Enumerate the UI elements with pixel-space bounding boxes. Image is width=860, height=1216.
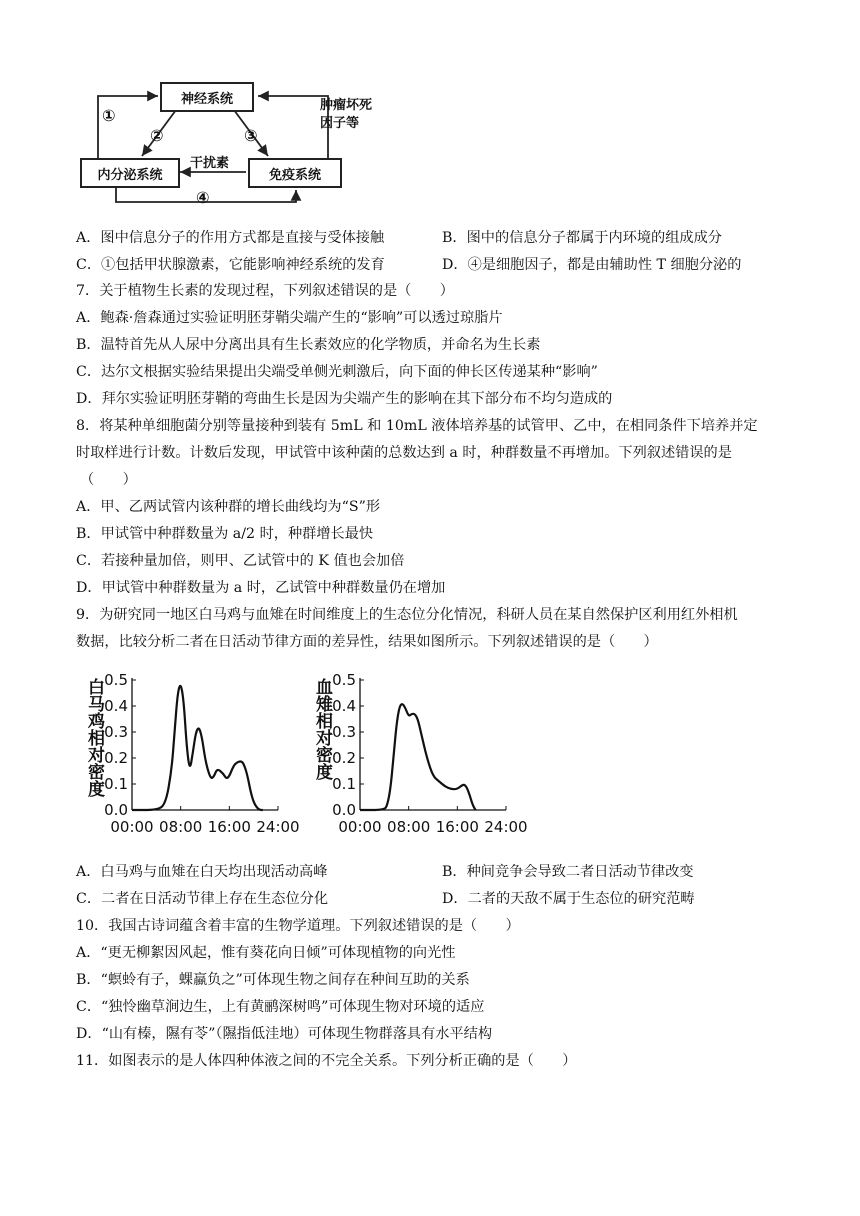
q6-option-a: A．图中信息分子的作用方式都是直接与受体接触 xyxy=(76,230,385,246)
y-tick-label: 0.4 xyxy=(104,697,128,715)
q7-option-c: C．达尔文根据实验结果提出尖端受单侧光刺激后，向下面的伸长区传递某种“影响” xyxy=(76,364,598,380)
y-tick-label: 0.0 xyxy=(104,801,128,819)
y-tick-label: 0.2 xyxy=(332,749,356,767)
x-tick-label: 24:00 xyxy=(484,818,528,836)
q9-stem-line2: 数据，比较分析二者在日活动节律方面的差异性，结果如图所示。下列叙述错误的是（ ） xyxy=(76,634,658,650)
white-eared-pheasant-chart xyxy=(80,668,310,848)
mark-4: ④ xyxy=(196,188,210,207)
y-tick-label: 0.5 xyxy=(332,671,356,689)
y-tick-label: 0.0 xyxy=(332,801,356,819)
q11-stem: 11．如图表示的是人体四种体液之间的不完全关系。下列分析正确的是（ ） xyxy=(76,1053,577,1069)
y-axis-label: 白马鸡相对密度 xyxy=(84,678,104,797)
q8-option-b: B．甲试管中种群数量为 a/2 时，种群增长最快 xyxy=(76,526,374,542)
q9-option-d: D．二者的天敌不属于生态位的研究范畴 xyxy=(442,891,695,907)
mark-3: ③ xyxy=(244,126,258,145)
q8-option-a: A．甲、乙两试管内该种群的增长曲线均为“S”形 xyxy=(76,499,381,515)
endocrine-system-box xyxy=(80,158,180,188)
y-tick-label: 0.5 xyxy=(104,671,128,689)
systems-diagram xyxy=(76,76,406,221)
q10-option-d: D．“山有榛，隰有苓”（隰指低洼地）可体现生物群落具有水平结构 xyxy=(76,1026,493,1042)
q6-option-c: C．①包括甲状腺激素，它能影响神经系统的发育 xyxy=(76,257,385,273)
q6-option-b: B．图中的信息分子都属于内环境的组成成分 xyxy=(442,230,722,246)
x-tick-label: 00:00 xyxy=(110,818,154,836)
nervous-system-label: 神经系统 xyxy=(180,91,233,107)
tnf-label-1: 肿瘤坏死 xyxy=(320,98,373,113)
x-tick-label: 16:00 xyxy=(207,818,251,836)
tnf-label-2: 因子等 xyxy=(320,116,360,131)
q7-option-a: A．鲍森·詹森通过实验证明胚芽鞘尖端产生的“影响”可以透过琼脂片 xyxy=(76,310,503,326)
y-axis-label: 血雉相对密度 xyxy=(312,678,332,780)
y-tick-label: 0.4 xyxy=(332,697,356,715)
q8-answer-paren: （ ） xyxy=(80,472,137,488)
x-tick-label: 24:00 xyxy=(256,818,300,836)
q10-stem: 10．我国古诗词蕴含着丰富的生物学道理。下列叙述错误的是（ ） xyxy=(76,918,520,934)
q7-option-d: D．拜尔实验证明胚芽鞘的弯曲生长是因为尖端产生的影响在其下部分布不均匀造成的 xyxy=(76,391,613,407)
q9-option-b: B．种间竞争会导致二者日活动节律改变 xyxy=(442,864,694,880)
q8-option-d: D．甲试管中种群数量为 a 时，乙试管中种群数量仍在增加 xyxy=(76,580,446,596)
x-tick-label: 08:00 xyxy=(159,818,203,836)
q6-option-d: D．④是细胞因子，都是由辅助性 T 细胞分泌的 xyxy=(442,257,742,273)
nervous-system-box xyxy=(160,82,254,112)
density-curve xyxy=(360,704,476,810)
y-tick-label: 0.2 xyxy=(104,749,128,767)
q9-option-a: A．白马鸡与血雉在白天均出现活动高峰 xyxy=(76,864,328,880)
y-tick-label: 0.3 xyxy=(104,723,128,741)
density-curve xyxy=(132,686,263,810)
mark-2: ② xyxy=(150,126,164,145)
q9-option-c: C．二者在日活动节律上存在生态位分化 xyxy=(76,891,329,907)
q9-stem-line1: 9．为研究同一地区白马鸡与血雉在时间维度上的生态位分化情况，科研人员在某自然保护区利用红外相机 xyxy=(76,607,738,623)
q7-option-b: B．温特首先从人尿中分离出具有生长素效应的化学物质，并命名为生长素 xyxy=(76,337,541,353)
q7-stem: 7．关于植物生长素的发现过程，下列叙述错误的是（ ） xyxy=(76,283,454,299)
endocrine-system-label: 内分泌系统 xyxy=(97,167,163,183)
x-tick-label: 16:00 xyxy=(435,818,479,836)
interferon-label: 干扰素 xyxy=(190,156,230,171)
y-tick-label: 0.1 xyxy=(332,775,356,793)
q8-option-c: C．若接种量加倍，则甲、乙试管中的 K 值也会加倍 xyxy=(76,553,405,569)
blood-pheasant-chart xyxy=(308,668,548,848)
y-tick-label: 0.1 xyxy=(104,775,128,793)
q8-stem-line2: 时取样进行计数。计数后发现，甲试管中该种菌的总数达到 a 时，种群数量不再增加。下列叙述错误的是 xyxy=(76,445,732,461)
q10-option-a: A．“更无柳絮因风起，惟有葵花向日倾”可体现植物的向光性 xyxy=(76,945,456,961)
x-tick-label: 08:00 xyxy=(387,818,431,836)
x-tick-label: 00:00 xyxy=(338,818,382,836)
y-tick-label: 0.3 xyxy=(332,723,356,741)
mark-1: ① xyxy=(102,106,116,125)
immune-system-box xyxy=(248,158,342,188)
immune-system-label: 免疫系统 xyxy=(268,167,321,183)
q10-option-c: C．“独怜幽草涧边生，上有黄鹂深树鸣”可体现生物对环境的适应 xyxy=(76,999,485,1015)
q8-stem-line1: 8．将某种单细胞菌分别等量接种到装有 5mL 和 10mL 液体培养基的试管甲、乙中，在相同条件下培养并定 xyxy=(76,418,758,434)
q10-option-b: B．“螟蛉有子，蜾蠃负之”可体现生物之间存在种间互助的关系 xyxy=(76,972,470,988)
